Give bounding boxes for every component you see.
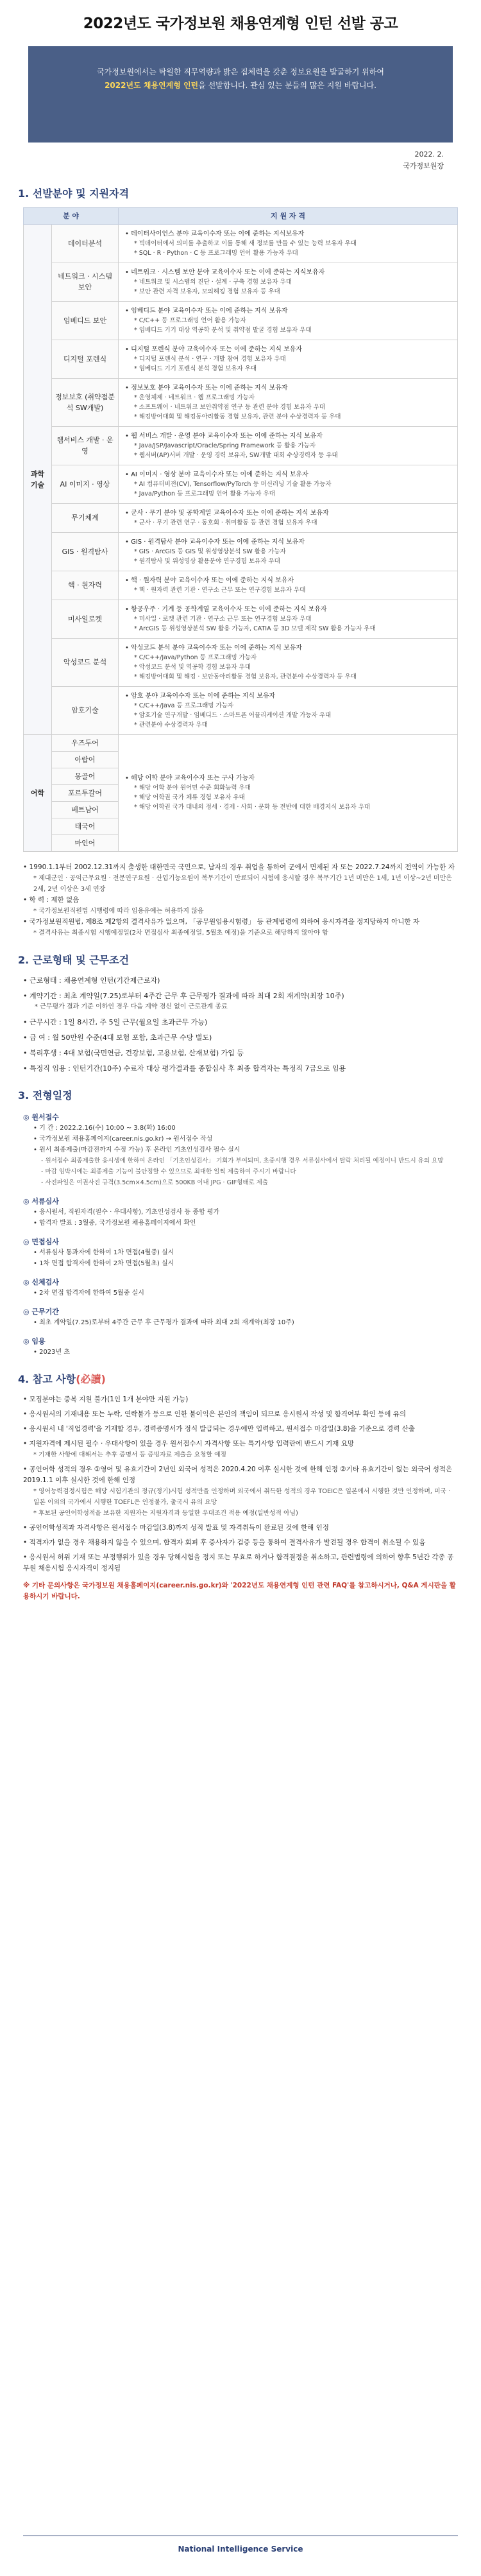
job-row	[24, 503, 458, 532]
schedule-detail: • 기 간 : 2022.2.16(수) 10:00 ~ 3.8(화) 16:00	[33, 1124, 176, 1132]
reference-sub: * 기재한 사항에 대해서는 추후 증명서 등 증빙자료 제출을 요청할 예정	[33, 1451, 227, 1458]
requirement-sub: * GIS · ArcGIS 등 GIS 및 위성영상분석 SW 활용 가능자	[134, 548, 286, 555]
requirement-main: • 군사 · 무기 분야 및 공학계열 교육이수자 또는 이에 준하는 지식 보유자	[125, 509, 329, 517]
condition-item: • 근로형태 : 채용연계형 인턴(기간제근로자)	[23, 976, 160, 985]
page-title: 2022년도 국가정보원 채용연계형 인턴 선발 공고	[83, 15, 398, 32]
language-requirements	[119, 734, 458, 851]
requirement-sub: * 미사일 · 로켓 관련 기관 · 연구소 근무 또는 연구경험 보유자 우대	[134, 615, 312, 623]
job-requirements	[119, 571, 458, 600]
job-row	[24, 465, 458, 503]
requirement-sub: * C/C++/Java/Python 등 프로그래밍 가능자	[134, 653, 257, 661]
schedule-step: ◎ 원서접수	[23, 1112, 59, 1121]
requirement-main: • 해당 어학 분야 교육이수자 또는 구사 가능자	[125, 775, 255, 782]
section-4-title-text: 4. 참고 사항	[18, 1372, 76, 1385]
header-requirements: 지 원 자 격	[119, 207, 458, 224]
language-field: 우즈두어	[52, 734, 119, 751]
job-requirements	[119, 224, 458, 263]
job-row	[24, 571, 458, 600]
work-conditions	[23, 975, 458, 1074]
intro-banner	[28, 46, 453, 143]
references	[23, 1394, 458, 1602]
job-requirements	[119, 301, 458, 340]
requirement-sub: * 빅데이터에서 의미를 추출하고 이를 통해 새 정보를 만들 수 있는 능력 보유자 우대	[134, 239, 357, 247]
job-row	[24, 532, 458, 571]
requirement-main: • 데이터사이언스 분야 교육이수자 또는 이에 준하는 지식보유자	[125, 230, 305, 238]
inquiry-note: ※ 기타 문의사항은 국가정보원 채용홈페이지(career.nis.go.kr)와 '2022년도 채용연계형 인턴 관련 FAQ'를 참고하시거나, Q&A 게시판을 활용하시기 바랍니다.	[23, 1581, 456, 1600]
schedule-detail: • 2차 면접 합격자에 한하여 5월중 실시	[33, 1289, 144, 1297]
issuer: 국가정보원장	[403, 162, 444, 170]
requirement-sub: * SQL · R · Python · C 등 프로그래밍 언어 활용 가능자 우대	[134, 249, 298, 257]
job-requirements	[119, 686, 458, 734]
reference-item: • 응시원서 허위 기재 또는 부정행위가 있을 경우 당해시험을 정지 또는 무효로 하거나 합격결정을 취소하고, 관련법령에 의하여 향후 5년간 각종 공무원 채용시험 응시자격이 정지됨	[23, 1553, 454, 1572]
requirement-sub: * 디지털 포렌식 분석 · 연구 · 개발 참여 경험 보유자 우대	[134, 355, 286, 363]
requirement-main: • 암호 분야 교육이수자 또는 이에 준하는 지식 보유자	[125, 692, 276, 700]
schedule-step: ◎ 서류심사	[23, 1197, 59, 1206]
intro-line-1: 국가정보원에서는 탁월한 직무역량과 밝은 집체력을 갖춘 정보요원을 발굴하기 위하여	[97, 67, 384, 76]
language-field: 아랍어	[52, 751, 119, 768]
schedule-step: ◎ 면접심사	[23, 1237, 59, 1246]
job-row	[24, 340, 458, 378]
reference-item: • 공인어학 성적의 경우 ①영어 및 유효기간이 2년인 외국어 성적은 2020.4.20 이후 실시한 것에 한해 인정 ②기타 유효기간이 없는 외국어 성적은 2019.1.1 이후 실시한 것에 한해 인정	[23, 1465, 453, 1484]
job-row	[24, 263, 458, 301]
note-item: • 1990.1.1부터 2002.12.31까지 출생한 대한민국 국민으로, 남자의 경우 취업을 통하여 군에서 면제된 자 또는 2022.7.24까지 전역이 가능한 자	[23, 863, 455, 872]
section-4-title	[18, 1372, 463, 1388]
job-requirements	[119, 638, 458, 686]
reference-sub: * 영어능력검정시험은 해당 시험기관의 정규(정기)시험 성적만을 인정하며 외국에서 취득한 성적의 경우 TOEIC은 일본에서 시행한 것만 인정하며, 미국 · 일본 이외의 국가에서 시행한 TOEFL은 인정불가, 출국시 유의 요망	[33, 1487, 451, 1506]
language-row	[24, 734, 458, 751]
schedule-detail: • 원서 최종제출(마감전까지 수정 가능) 후 온라인 기초인성검사 필수 실시	[33, 1146, 240, 1154]
job-field: 악성코드 분석	[52, 638, 119, 686]
issue-date: 2022. 2.	[414, 150, 444, 159]
schedule-detail: • 합격자 발표 : 3월중, 국가정보원 채용홈페이지에서 확인	[33, 1219, 196, 1227]
requirement-main: • 정보보호 분야 교육이수자 또는 이에 준하는 지식 보유자	[125, 384, 288, 392]
job-field: 암호기술	[52, 686, 119, 734]
job-requirements	[119, 600, 458, 638]
note-sub: * 국가정보원직원법 시행령에 따라 임용유예는 허용하지 않음	[33, 908, 204, 915]
job-row	[24, 378, 458, 426]
reference-item: • 모집분야는 중복 지원 불가(1인 1개 분야만 지원 가능)	[23, 1395, 189, 1403]
language-field: 태국어	[52, 818, 119, 835]
section-2-title: 2. 근로형태 및 근무조건	[18, 954, 130, 967]
requirement-sub: * 운영체제 · 네트워크 · 웹 프로그래밍 가능자	[134, 393, 255, 401]
requirement-sub: * 해당 어학권 국가 체류 경험 보유자 우대	[134, 794, 245, 802]
condition-sub: * 근무평가 결과 기준 이하인 경우 다음 계약 경신 없이 근로관계 종료	[35, 1003, 228, 1010]
footer-org: National Intelligence Service	[178, 2545, 303, 2554]
category-science-tech: 과학 기술	[24, 224, 52, 734]
requirement-main: • AI 이미지 · 영상 분야 교육이수자 또는 이에 준하는 지식 보유자	[125, 471, 308, 478]
job-field: 미사일로켓	[52, 600, 119, 638]
requirement-sub: * 소프트웨어 · 네트워크 보안취약점 연구 등 관련 분야 경험 보유자 우대	[134, 403, 325, 411]
schedule-note: - 원서접수 최종제출한 응시생에 한하여 온라인 「기초인성검사」 기회가 부여되며, 초중시행 경우 서류심사에서 탈락 처리될 예정이니 반드시 유의 요망	[41, 1157, 444, 1164]
job-field: 무기체계	[52, 503, 119, 532]
requirement-sub: * 해당 어학권 국가 대내외 정세 · 경제 · 사회 · 문화 등 전반에 대한 배경지식 보유자 우대	[134, 804, 370, 811]
must-read-tag: (必讀)	[76, 1372, 106, 1385]
schedule-step: ◎ 임용	[23, 1336, 46, 1345]
reference-item: • 응시원서의 기재내용 또는 누락, 연락불가 등으로 인한 불이익은 본인의 책임이 되므로 응시원서 작성 및 합격여부 확인 등에 유의	[23, 1410, 407, 1418]
requirement-sub: * 암호기술 연구개발 · 임베디드 · 스마트폰 어플리케이션 개발 가능자 우대	[134, 711, 332, 719]
requirement-sub: * 해킹방어대회 및 해킹 · 보안동아리활동 경험 보유자, 관련분야 수상경력자 등 우대	[134, 673, 357, 680]
requirement-sub: * ArcGIS 등 위성영상분석 SW 활용 가능자, CATIA 등 3D 모델 제작 SW 활용 가능자 우대	[134, 625, 376, 632]
job-row	[24, 301, 458, 340]
schedule-note: - 사진파일은 여권사진 규격(3.5cm×4.5cm)으로 500KB 이내 JPG · GIF형태로 제출	[41, 1179, 269, 1186]
job-requirements	[119, 426, 458, 465]
schedule-detail: • 응시원서, 직원자격(필수 · 우대사항), 기초인성검사 등 종합 평가	[33, 1208, 220, 1216]
language-field: 마인어	[52, 835, 119, 852]
requirement-sub: * 원격탐사 및 위성영상 활용분야 연구경험 보유자 우대	[134, 557, 280, 565]
requirement-main: • 핵 · 원자력 분야 교육이수자 또는 이에 준하는 지식 보유자	[125, 576, 294, 584]
requirement-sub: * 임베디드 기기 대상 역공학 분석 및 취약점 발굴 경험 보유자 우대	[134, 326, 312, 334]
job-field: AI 이미지 · 영상	[52, 465, 119, 503]
reference-item: • 지원자격에 제시된 필수 · 우대사항이 있을 경우 원서접수시 자격사항 또는 특기사항 입력란에 반드시 기재 요망	[23, 1439, 355, 1448]
reference-sub: * 후보된 공인어학성적을 보유한 지원자는 지원자격과 동일한 우대조건 적용 예정(일반성적 아님)	[33, 1509, 298, 1517]
requirement-sub: * 해킹방어대회 및 해킹동아리활동 경험 보유자, 관련 분야 수상경력자 등 우대	[134, 413, 341, 420]
section-1-title: 1. 선발분야 및 지원자격	[18, 187, 130, 200]
requirement-sub: * C/C++ 등 프로그래밍 언어 활용 가능자	[134, 316, 246, 324]
requirement-sub: * 해당 어학 분야 원어민 수준 회화능력 우대	[134, 784, 251, 792]
job-requirements	[119, 532, 458, 571]
schedule-step: ◎ 신체검사	[23, 1277, 59, 1286]
job-row	[24, 224, 458, 263]
job-field: 디지털 포렌식	[52, 340, 119, 378]
language-field: 베트남어	[52, 801, 119, 818]
requirement-sub: * Java/JSP/Javascript/Oracle/Spring Framework 등 활용 가능자	[134, 442, 316, 449]
requirement-main: • 항공우주 · 기계 등 공학계열 교육이수자 또는 이에 준하는 지식 보유자	[125, 605, 327, 613]
requirement-main: • GIS · 원격탐사 분야 교육이수자 또는 이에 준하는 지식 보유자	[125, 538, 305, 546]
requirement-sub: * 관련분야 수상경력자 우대	[134, 721, 208, 729]
note-item: • 학 력 : 제한 없음	[23, 896, 80, 904]
job-field: GIS · 원격탐사	[52, 532, 119, 571]
schedule-detail: • 2023년 초	[33, 1348, 71, 1356]
schedule-detail: • 최초 계약일(7.25)로부터 4주간 근무 후 근무평가 결과에 따라 최대 2회 재계약(최장 10주)	[33, 1318, 294, 1326]
header-field: 분 야	[24, 207, 119, 224]
job-field: 핵 · 원자력	[52, 571, 119, 600]
schedule-note: - 마감 임박시에는 최종제출 기능이 불안정할 수 있으므로 최대한 일찍 제출하여 주시기 바랍니다	[41, 1168, 296, 1175]
intro-highlight: 2022년도 채용연계형 인턴	[105, 81, 199, 90]
jobs-table	[23, 207, 458, 852]
condition-item: • 급 여 : 월 50만원 수준(4대 보험 포함, 초과근무 수당 별도)	[23, 1033, 212, 1042]
requirement-main: • 웹 서비스 개발 · 운영 분야 교육이수자 또는 이에 준하는 지식 보유자	[125, 432, 323, 440]
job-row	[24, 426, 458, 465]
category-language: 어학	[24, 734, 52, 851]
job-field: 임베디드 보안	[52, 301, 119, 340]
requirement-sub: * 네트워크 및 시스템의 진단 · 설계 · 구축 경험 보유자 우대	[134, 278, 292, 286]
reference-item: • 응시원서 내 '직업경력'을 기재할 경우, 경력증명서가 정식 발급되는 경우에만 입력하고, 원서접수 마감일(3.8)을 기준으로 경력 산출	[23, 1424, 415, 1433]
requirement-sub: * 군사 · 무기 관련 연구 · 동호회 · 취미활동 등 관련 경험 보유자 우대	[134, 519, 317, 526]
job-row	[24, 600, 458, 638]
requirement-sub: * C/C++/Java 등 프로그래밍 가능자	[134, 702, 234, 709]
language-field: 포르투갈어	[52, 784, 119, 801]
language-field: 몽골어	[52, 768, 119, 784]
job-requirements	[119, 378, 458, 426]
issue-info	[0, 149, 444, 172]
job-requirements	[119, 263, 458, 301]
eligibility-notes	[23, 862, 458, 938]
requirement-main: • 디지털 포렌식 분야 교육이수자 또는 이에 준하는 지식 보유자	[125, 345, 303, 353]
condition-item: • 특정직 임용 : 인턴기간(10주) 수료자 대상 평가결과를 종합심사 후 최종 합격자는 특정직 7급으로 임용	[23, 1064, 346, 1073]
reference-item: • 공인어학성적과 자격사항은 원서접수 마감일(3.8)까지 성적 발표 및 자격취득이 완료된 것에 한해 인정	[23, 1523, 329, 1532]
schedule-step: ◎ 근무기간	[23, 1307, 59, 1316]
job-field: 네트워크 · 시스템 보안	[52, 263, 119, 301]
intro-line-2	[28, 79, 453, 92]
schedule-detail: • 1차 면접 합격자에 한하여 2차 면접(5월초) 실시	[33, 1259, 174, 1267]
note-sub: * 결격사유는 최종시험 시행예정일(2차 면접심사 최종예정일, 5월초 예정)을 기준으로 해당하지 않아야 함	[33, 929, 328, 937]
requirement-sub: * 보안 관련 자격 보유자, 모의해킹 경험 보유자 등 우대	[134, 288, 280, 295]
job-row	[24, 638, 458, 686]
requirement-sub: * 핵 · 원자력 관련 기관 · 연구소 근무 또는 연구경험 보유자 우대	[134, 586, 306, 594]
job-requirements	[119, 340, 458, 378]
job-row	[24, 686, 458, 734]
requirement-sub: * AI 컴퓨터비전(CV), Tensorflow/PyTorch 등 머신러닝 기술 활용 가능자	[134, 480, 332, 488]
note-item: • 국가정보원직원법, 제8조 제2항의 결격사유가 없으며, 「공무원임용시험령」 등 관계법령에 의하여 응시자격을 정지당하지 아니한 자	[23, 918, 420, 926]
requirement-main: • 임베디드 분야 교육이수자 또는 이에 준하는 지식 보유자	[125, 307, 288, 315]
condition-item: • 복리후생 : 4대 보험(국민연금, 건강보험, 고용보험, 산재보험) 가입 등	[23, 1048, 244, 1057]
condition-item: • 근무시간 : 1일 8시간, 주 5일 근무(월요일 초과근무 가능)	[23, 1017, 208, 1026]
job-requirements	[119, 503, 458, 532]
condition-item: • 계약기간 : 최초 계약일(7.25)로부터 4주간 근무 후 근무평가 결과에 따라 최대 2회 재계약(최장 10주)	[23, 991, 344, 1000]
section-3-title: 3. 전형일정	[18, 1089, 72, 1102]
reference-item: • 적격자가 없을 경우 채용하지 않을 수 있으며, 합격자 회피 후 증사자가 검증 등을 통하여 결격사유가 발견될 경우 합격이 취소될 수 있음	[23, 1538, 426, 1546]
requirement-sub: * 웹서버(AP)서버 개발 · 운영 경력 보유자, SW개발 대회 수상경력자 등 우대	[134, 451, 338, 459]
note-sub: * 제대군인 · 공익근무요원 · 전문연구요원 · 산업기능요원이 복무기간이 만료되어 시험에 응시할 경우 복무기간 1년 미만은 1세, 1년 이상~2년 미만은 2세, 2년 이상은 3세 연장	[33, 875, 452, 894]
requirement-sub: * 악성코드 분석 및 역공학 경험 보유자 우대	[134, 663, 251, 671]
schedule-detail: • 서류심사 통과자에 한하여 1차 면접(4월중) 실시	[33, 1249, 174, 1256]
requirement-sub: * 임베디드 기기 포렌식 분석 경험 보유자 우대	[134, 365, 257, 372]
schedule	[23, 1112, 458, 1358]
requirement-main: • 악성코드 분석 분야 교육이수자 또는 이에 준하는 지식 보유자	[125, 644, 303, 652]
schedule-detail: • 국가정보원 채용홈페이지(career.nis.go.kr) → 원서접수 작성	[33, 1135, 213, 1143]
job-field: 정보보호 (취약점분석 SW개발)	[52, 378, 119, 426]
intro-line-2-rest: 을 선발합니다. 관심 있는 분들의 많은 지원 바랍니다.	[198, 81, 376, 90]
job-requirements	[119, 465, 458, 503]
job-field: 웹서비스 개발 · 운영	[52, 426, 119, 465]
job-field: 데이터분석	[52, 224, 119, 263]
requirement-sub: * Java/Python 등 프로그래밍 언어 활용 가능자 우대	[134, 490, 275, 497]
requirement-main: • 네트워크 · 시스템 보안 분야 교육이수자 또는 이에 준하는 지식보유자	[125, 268, 325, 276]
